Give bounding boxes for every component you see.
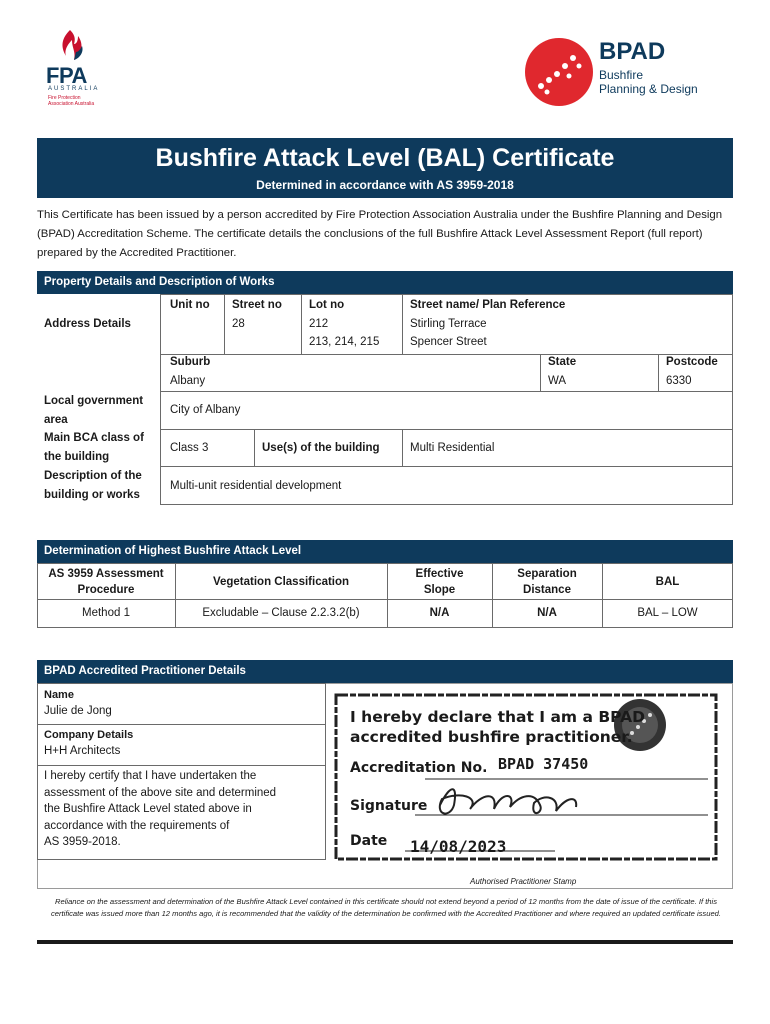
date-label: Date <box>350 833 388 849</box>
suburb-label: Suburb <box>170 356 211 368</box>
certification-statement: I hereby certify that I have undertaken the assessment of the above site and determined the Bushfire Attack Level stated above in accordance with the requirements of AS 3959-2018. <box>44 770 277 848</box>
lot-value-2: 213, 214, 215 <box>309 336 380 348</box>
bpad-logo <box>523 36 723 110</box>
street-no-label: Street no <box>232 299 282 311</box>
description-label: Description of the building or works <box>44 470 142 501</box>
practitioner-section-header: BPAD Accredited Practitioner Details <box>37 660 733 683</box>
signature-scrawl <box>440 789 576 813</box>
slope-value: N/A <box>429 607 450 619</box>
bottom-rule <box>37 940 733 944</box>
street-name-label: Street name/ Plan Reference <box>410 299 566 311</box>
page-subtitle: Determined in accordance with AS 3959-2018 <box>256 178 514 192</box>
lot-value-1: 212 <box>309 318 329 330</box>
determination-section-header: Determination of Highest Bushfire Attack Level <box>37 540 733 563</box>
accreditation-number: BPAD 37450 <box>498 755 589 773</box>
fpa-logo-sub: AUSTRALIA <box>48 86 100 92</box>
bpad-circle-icon <box>523 36 595 108</box>
bca-label: Main BCA class of the building <box>44 432 144 463</box>
company-label: Company Details <box>44 729 134 741</box>
lga-value: City of Albany <box>170 404 241 416</box>
postcode-label: Postcode <box>666 356 718 368</box>
bca-value: Class 3 <box>170 442 209 454</box>
bpad-logo-sub2: Planning & Design <box>599 82 698 96</box>
separation-value: N/A <box>537 607 557 619</box>
uses-value: Multi Residential <box>410 442 495 454</box>
description-value: Multi-unit residential development <box>170 480 342 492</box>
lot-label: Lot no <box>309 299 345 311</box>
intro-paragraph: This Certificate has been issued by a person accredited by Fire Protection Association Australia under the Bushfire Planning and Design (BPAD) Accreditation Scheme. The certificate details the conclusions of the full Bushfire Attack Level Assessment Report (full report) prepared by the Accredited Practitioner. <box>37 209 723 259</box>
slope-header: Effective Slope <box>415 568 464 596</box>
property-section-header: Property Details and Description of Works <box>37 271 733 294</box>
uses-label: Use(s) of the building <box>262 442 380 454</box>
title-banner <box>37 138 733 198</box>
street-name-value-2: Spencer Street <box>410 336 487 348</box>
street-name-value-1: Stirling Terrace <box>410 318 487 330</box>
vegetation-value: Excludable – Clause 2.2.3.2(b) <box>202 607 360 619</box>
accreditation-label: Accreditation No. <box>350 760 488 776</box>
practitioner-stamp <box>330 687 722 865</box>
address-label: Address Details <box>44 318 131 330</box>
determination-table <box>37 563 733 628</box>
unit-label: Unit no <box>170 299 210 311</box>
signature-label: Signature <box>350 798 428 814</box>
page-title: Bushfire Attack Level (BAL) Certificate <box>155 144 615 172</box>
procedure-header: AS 3959 Assessment Procedure <box>48 568 164 596</box>
procedure-value: Method 1 <box>82 607 130 619</box>
date-value: 14/08/2023 <box>410 837 507 856</box>
lga-grid <box>160 391 733 430</box>
footnote: Reliance on the assessment and determination of the Bushfire Attack Level contained in this certificate should not extend beyond a period of 12 months from the date of issue of the certificate. If this certificate was issued more than 12 months ago, it is recommended that the validity of the determination be confirmed with the Accredited Practitioner and where required an updated certificate issued. <box>50 897 721 918</box>
name-value: Julie de Jong <box>44 705 112 717</box>
name-label: Name <box>44 689 74 701</box>
fpa-logo-text: FPA <box>46 63 87 88</box>
bpad-logo-text: BPAD <box>599 38 666 65</box>
flame-icon <box>44 28 104 64</box>
fpa-logo-tagline: Fire Protection Association Australia <box>48 95 95 107</box>
state-value: WA <box>548 375 567 387</box>
suburb-grid <box>160 354 733 392</box>
vegetation-header: Vegetation Classification <box>212 576 350 588</box>
street-no-value: 28 <box>232 318 245 330</box>
stamp-caption: Authorised Practitioner Stamp <box>470 877 577 886</box>
separation-header: Separation Distance <box>517 568 577 596</box>
company-value: H+H Architects <box>44 745 121 757</box>
stamp-declaration: I hereby declare that I am a BPAD accredited bushfire practitioner. <box>350 708 645 746</box>
postcode-value: 6330 <box>666 375 692 387</box>
fpa-logo <box>44 28 114 108</box>
lga-label: Local government area <box>44 395 144 426</box>
suburb-value: Albany <box>170 375 206 387</box>
bal-value: BAL – LOW <box>637 607 698 619</box>
bal-header: BAL <box>655 576 680 588</box>
state-label: State <box>548 356 577 368</box>
bpad-logo-sub1: Bushfire <box>599 68 644 82</box>
